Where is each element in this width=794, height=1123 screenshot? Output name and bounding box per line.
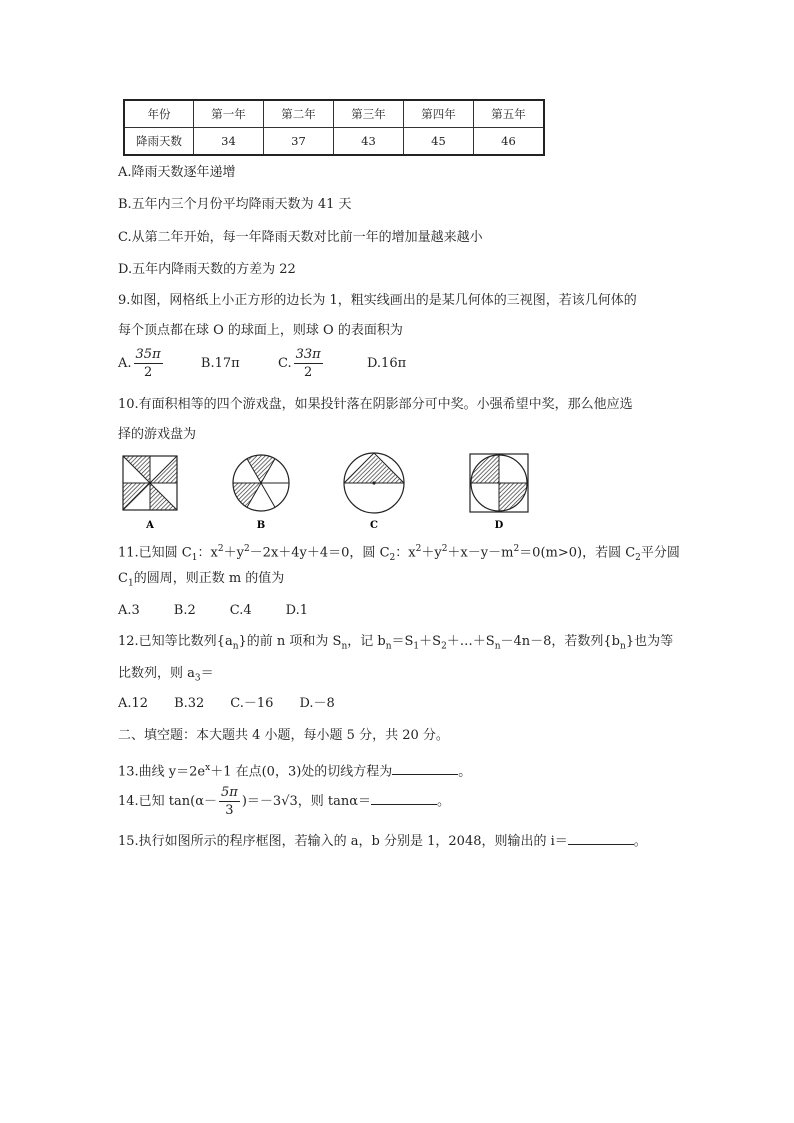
superscript: 2 xyxy=(441,544,448,554)
q15-stem xyxy=(118,831,647,852)
table-cell: 43 xyxy=(334,128,404,156)
q11-option-b: B.2 xyxy=(173,603,196,618)
text-run: 。 xyxy=(437,794,451,809)
text-run: ＝0(m>0)，若圆 C xyxy=(519,545,636,561)
text-run: －4n－8，若数列{b xyxy=(500,634,621,649)
q8-option-d: D.五年内降雨天数的方差为 22 xyxy=(118,262,296,277)
fraction-denominator: 2 xyxy=(143,365,153,380)
text-run: ＋1 在点(0，3)处的切线方程为 xyxy=(210,764,393,780)
q8-option-a: A.降雨天数逐年递增 xyxy=(118,165,236,180)
game-board-a xyxy=(123,456,177,510)
text-run: 。 xyxy=(633,834,647,849)
q9-option-c-label: C. xyxy=(277,356,292,371)
table-header-cell: 第二年 xyxy=(264,100,334,128)
fraction-numerator: 5π xyxy=(221,785,238,800)
table-header-row xyxy=(124,100,544,128)
text-run: 12.已知等比数列{a xyxy=(118,634,233,649)
q9-option-b: B.17π xyxy=(200,356,240,371)
table-header-cell: 第四年 xyxy=(404,100,474,128)
fraction-denominator: 2 xyxy=(304,365,313,380)
text-run: ＝S xyxy=(391,634,414,649)
text-run: 比数列，则 a xyxy=(118,666,195,681)
q11-option-d: D.1 xyxy=(285,603,309,618)
q12-option-d: D.－8 xyxy=(299,696,335,711)
table-cell: 34 xyxy=(194,128,264,156)
text-run: ＋…＋S xyxy=(446,634,495,649)
text-run: ：x xyxy=(197,545,218,561)
q9-option-d: D.16π xyxy=(366,356,407,371)
section-heading: 二、填空题：本大题共 4 小题，每小题 5 分，共 20 分。 xyxy=(118,728,449,743)
text-run: )＝－3 xyxy=(241,794,282,809)
table-header-cell: 第一年 xyxy=(194,100,264,128)
table-header-cell: 第五年 xyxy=(474,100,545,128)
subscript: 1 xyxy=(191,552,198,563)
text-run: 平分圆 xyxy=(640,545,680,561)
q11-stem-line1 xyxy=(118,539,680,568)
subscript: n xyxy=(232,641,239,652)
subscript: 2 xyxy=(389,552,396,563)
q14-fraction xyxy=(219,784,240,819)
superscript: 2 xyxy=(243,544,250,554)
table-header-cell: 第三年 xyxy=(334,100,404,128)
text-run: 14.已知 tan(α－ xyxy=(118,794,218,809)
q12-option-c: C.－16 xyxy=(230,696,274,711)
fraction-denominator: 3 xyxy=(225,803,234,818)
q12-option-b: B.32 xyxy=(174,696,205,711)
superscript: 2 xyxy=(415,544,422,554)
text-run: 13.曲线 y＝2e xyxy=(118,764,206,780)
q11-options xyxy=(118,601,308,621)
game-boards-figure xyxy=(118,450,538,532)
q11-stem-line2 xyxy=(118,569,284,594)
text-run: }也为等 xyxy=(625,634,674,649)
table-cell: 46 xyxy=(474,128,545,156)
answer-blank[interactable] xyxy=(371,791,437,805)
text-run: C xyxy=(118,571,128,586)
subscript: 1 xyxy=(127,578,134,589)
rain-days-table xyxy=(123,99,545,156)
board-label-b: B xyxy=(256,520,266,531)
subscript: n xyxy=(494,641,501,652)
table-cell: 降雨天数 xyxy=(124,128,194,156)
text-run: }的前 n 项和为 S xyxy=(238,634,342,649)
q12-option-a: A.12 xyxy=(118,696,149,711)
game-board-c xyxy=(344,453,404,513)
fraction-numerator: 33π xyxy=(295,347,321,362)
q10-stem-line1: 10.有面积相等的四个游戏盘，如果投针落在阴影部分可中奖。小强希望中奖，那么他应选 xyxy=(118,397,633,412)
subscript: n xyxy=(385,641,392,652)
text-run: －2x＋4y＋4＝0，圆 C xyxy=(249,545,390,561)
text-run: ，记 b xyxy=(347,634,386,649)
subscript: 2 xyxy=(635,552,641,563)
q9-option-a-label: A. xyxy=(118,356,132,371)
text-run: 。 xyxy=(458,764,472,780)
q9-option-c-fraction xyxy=(294,346,323,381)
q12-stem-line1 xyxy=(118,632,673,657)
q8-option-b: B.五年内三个月份平均降雨天数为 41 天 xyxy=(118,197,352,212)
q12-stem-line2 xyxy=(118,664,214,689)
superscript: x xyxy=(205,763,211,773)
text-run: 11.已知圆 C xyxy=(118,545,192,561)
subscript: 2 xyxy=(441,641,447,652)
table-cell: 37 xyxy=(264,128,334,156)
text-run: ，则 tanα＝ xyxy=(297,794,372,809)
subscript: 1 xyxy=(413,641,420,652)
q12-options xyxy=(118,694,335,714)
answer-blank[interactable] xyxy=(568,831,634,845)
text-run: ：x xyxy=(395,545,416,561)
q13-stem xyxy=(118,758,471,782)
q11-option-a: A.3 xyxy=(118,603,140,618)
subscript: n xyxy=(341,641,348,652)
q9-options xyxy=(118,346,406,382)
board-label-d: D xyxy=(494,520,504,531)
board-label-a: A xyxy=(146,520,154,531)
game-board-d xyxy=(470,454,528,512)
q9-option-a-fraction xyxy=(134,346,163,381)
q9-stem-line2: 每个顶点都在球 O 的球面上，则球 O 的表面积为 xyxy=(118,323,403,338)
table-data-row xyxy=(124,128,544,156)
table-cell: 45 xyxy=(404,128,474,156)
text-run: ＋x－y－m xyxy=(447,545,514,561)
subscript: 3 xyxy=(194,673,201,684)
fraction-numerator: 35π xyxy=(135,347,161,362)
text-run: ＋S xyxy=(419,634,442,649)
board-label-c: C xyxy=(370,520,378,531)
text-run: ＋y xyxy=(421,545,442,561)
sqrt-three: √3 xyxy=(281,794,298,809)
q9-stem-line1: 9.如图，网格纸上小正方形的边长为 1，粗实线画出的是某几何体的三视图，若该几何体的 xyxy=(118,293,637,308)
text-run: ＋y xyxy=(223,545,244,561)
text-run: 15.执行如图所示的程序框图，若输入的 a，b 分别是 1，2048，则输出的 i＝ xyxy=(118,834,568,849)
text-run: ＝ xyxy=(200,666,214,681)
q10-stem-line2: 择的游戏盘为 xyxy=(118,427,197,442)
superscript: 2 xyxy=(513,544,520,554)
subscript: n xyxy=(620,641,626,652)
q11-option-c: C.4 xyxy=(229,603,252,618)
table-header-cell: 年份 xyxy=(124,100,194,128)
game-board-b xyxy=(233,455,289,511)
superscript: 2 xyxy=(217,544,224,554)
q8-option-c: C.从第二年开始，每一年降雨天数对比前一年的增加量越来越小 xyxy=(118,230,483,245)
answer-blank[interactable] xyxy=(392,761,458,775)
q14-stem xyxy=(118,784,450,820)
text-run: 的圆周，则正数 m 的值为 xyxy=(133,571,285,586)
